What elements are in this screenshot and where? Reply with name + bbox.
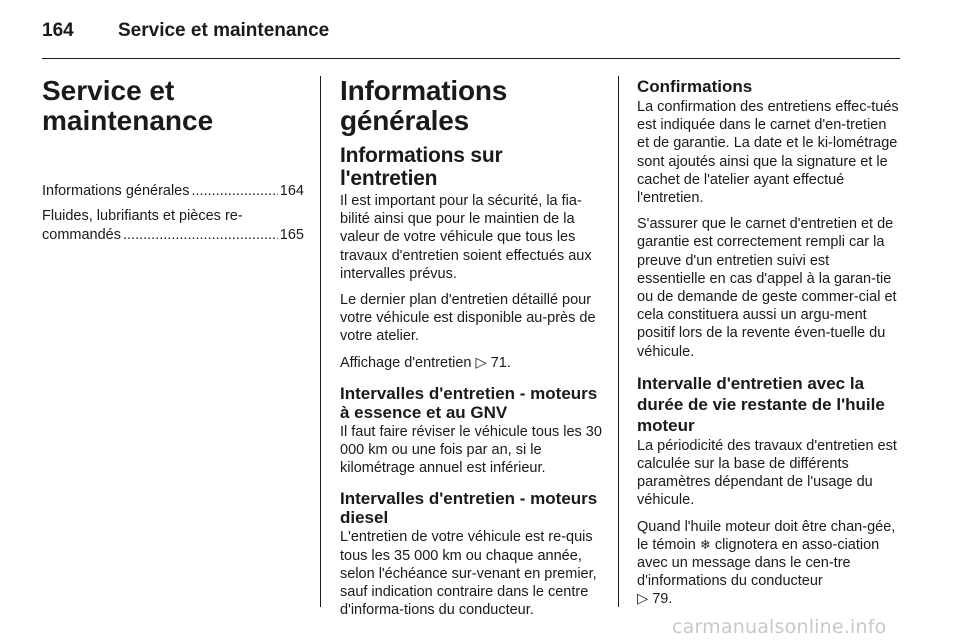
paragraph: La confirmation des entretiens effec-tués est indiquée dans le carnet d'en-tretien et de garantie. La date et le ki-lométrage sont ajoutés ainsi que la signature et le cachet de l'atelier ayant effectué l'entretien. <box>637 99 899 207</box>
toc-entry-page: 164 <box>279 183 304 199</box>
paragraph: S'assurer que le carnet d'entretien et de garantie est correctement rempli car la preuve d'un entretien suivi est essentielle en cas d'appel à la garan-tie ou de demande de geste commer-cial et cela constituera aussi un argu-ment positif lors de la revente éven-tuelle du véhicule. <box>637 216 897 360</box>
column-divider <box>320 76 321 607</box>
heading: Intervalle d'entretien avec la durée de vie restante de l'huile moteur <box>637 373 885 435</box>
paragraph: Le dernier plan d'entretien détaillé pour votre véhicule est disponible au-près de votre atelier. <box>340 292 596 345</box>
paragraph: Il est important pour la sécurité, la fia-bilité ainsi que pour le maintien de la valeur de votre véhicule que tous les travaux d'entretien soient effectués aux intervalles prévus. <box>340 193 592 282</box>
page-ref[interactable]: 79. <box>652 591 673 608</box>
chapter-title: Service et maintenance <box>42 75 214 136</box>
paragraph: L'entretien de votre véhicule est re-quis tous les 35 000 km ou chaque année, selon l'échéance sur-venant en premier, sauf indication contraire dans le centre d'informa-tions du conducteur. <box>340 529 597 619</box>
paragraph: La périodicité des travaux d'entretien est calculée sur la base de différents paramètres dépendant de l'usage du véhicule. <box>637 437 897 509</box>
paragraph-text: Quand l'huile moteur doit être chan-gée, le témoin <box>637 518 896 553</box>
watermark: carmanualsonline.info <box>672 616 887 638</box>
toc-entry[interactable] <box>42 182 304 201</box>
paragraph <box>340 354 602 372</box>
heading: Confirmations <box>637 77 753 96</box>
heading: Intervalles d'entretien - moteurs diesel <box>340 489 598 528</box>
page-number: 164 <box>42 20 74 41</box>
section-title: Informations générales <box>340 75 508 136</box>
content-column-right <box>637 76 900 617</box>
running-title: Service et maintenance <box>118 20 330 41</box>
page-ref-arrow-icon: ▷ <box>637 591 649 608</box>
heading: Intervalles d'entretien - moteurs à essence et au GNV <box>340 383 598 422</box>
toc-entry-page: 165 <box>279 227 304 243</box>
content-column-middle <box>340 76 602 627</box>
paragraph <box>637 518 900 609</box>
column-divider <box>618 76 619 607</box>
toc-leader <box>192 182 278 201</box>
toc-entry-text: commandés <box>42 227 121 243</box>
page-ref-arrow-icon: ▷ <box>475 354 487 371</box>
toc-entry-text: Fluides, lubrifiants et pièces re- <box>42 208 243 224</box>
paragraph: Il faut faire réviser le véhicule tous les 30 000 km ou une fois par an, si le kilométrage annuel est inférieur. <box>340 423 602 477</box>
page-header <box>42 18 900 59</box>
subsection-title: Informations sur l'entretien <box>340 144 503 190</box>
toc-column <box>42 76 304 251</box>
paragraph-text: Affichage d'entretien <box>340 354 472 371</box>
oil-can-icon: ❄ <box>699 536 711 552</box>
toc-leader <box>123 226 278 245</box>
toc-entry-text: Informations générales <box>42 183 190 199</box>
page-ref[interactable]: 71. <box>490 354 511 371</box>
toc-entry[interactable] <box>42 207 304 245</box>
paragraph-text: clignotera en asso-ciation avec un message dans le cen-tre d'informations du conducteur <box>637 536 880 590</box>
